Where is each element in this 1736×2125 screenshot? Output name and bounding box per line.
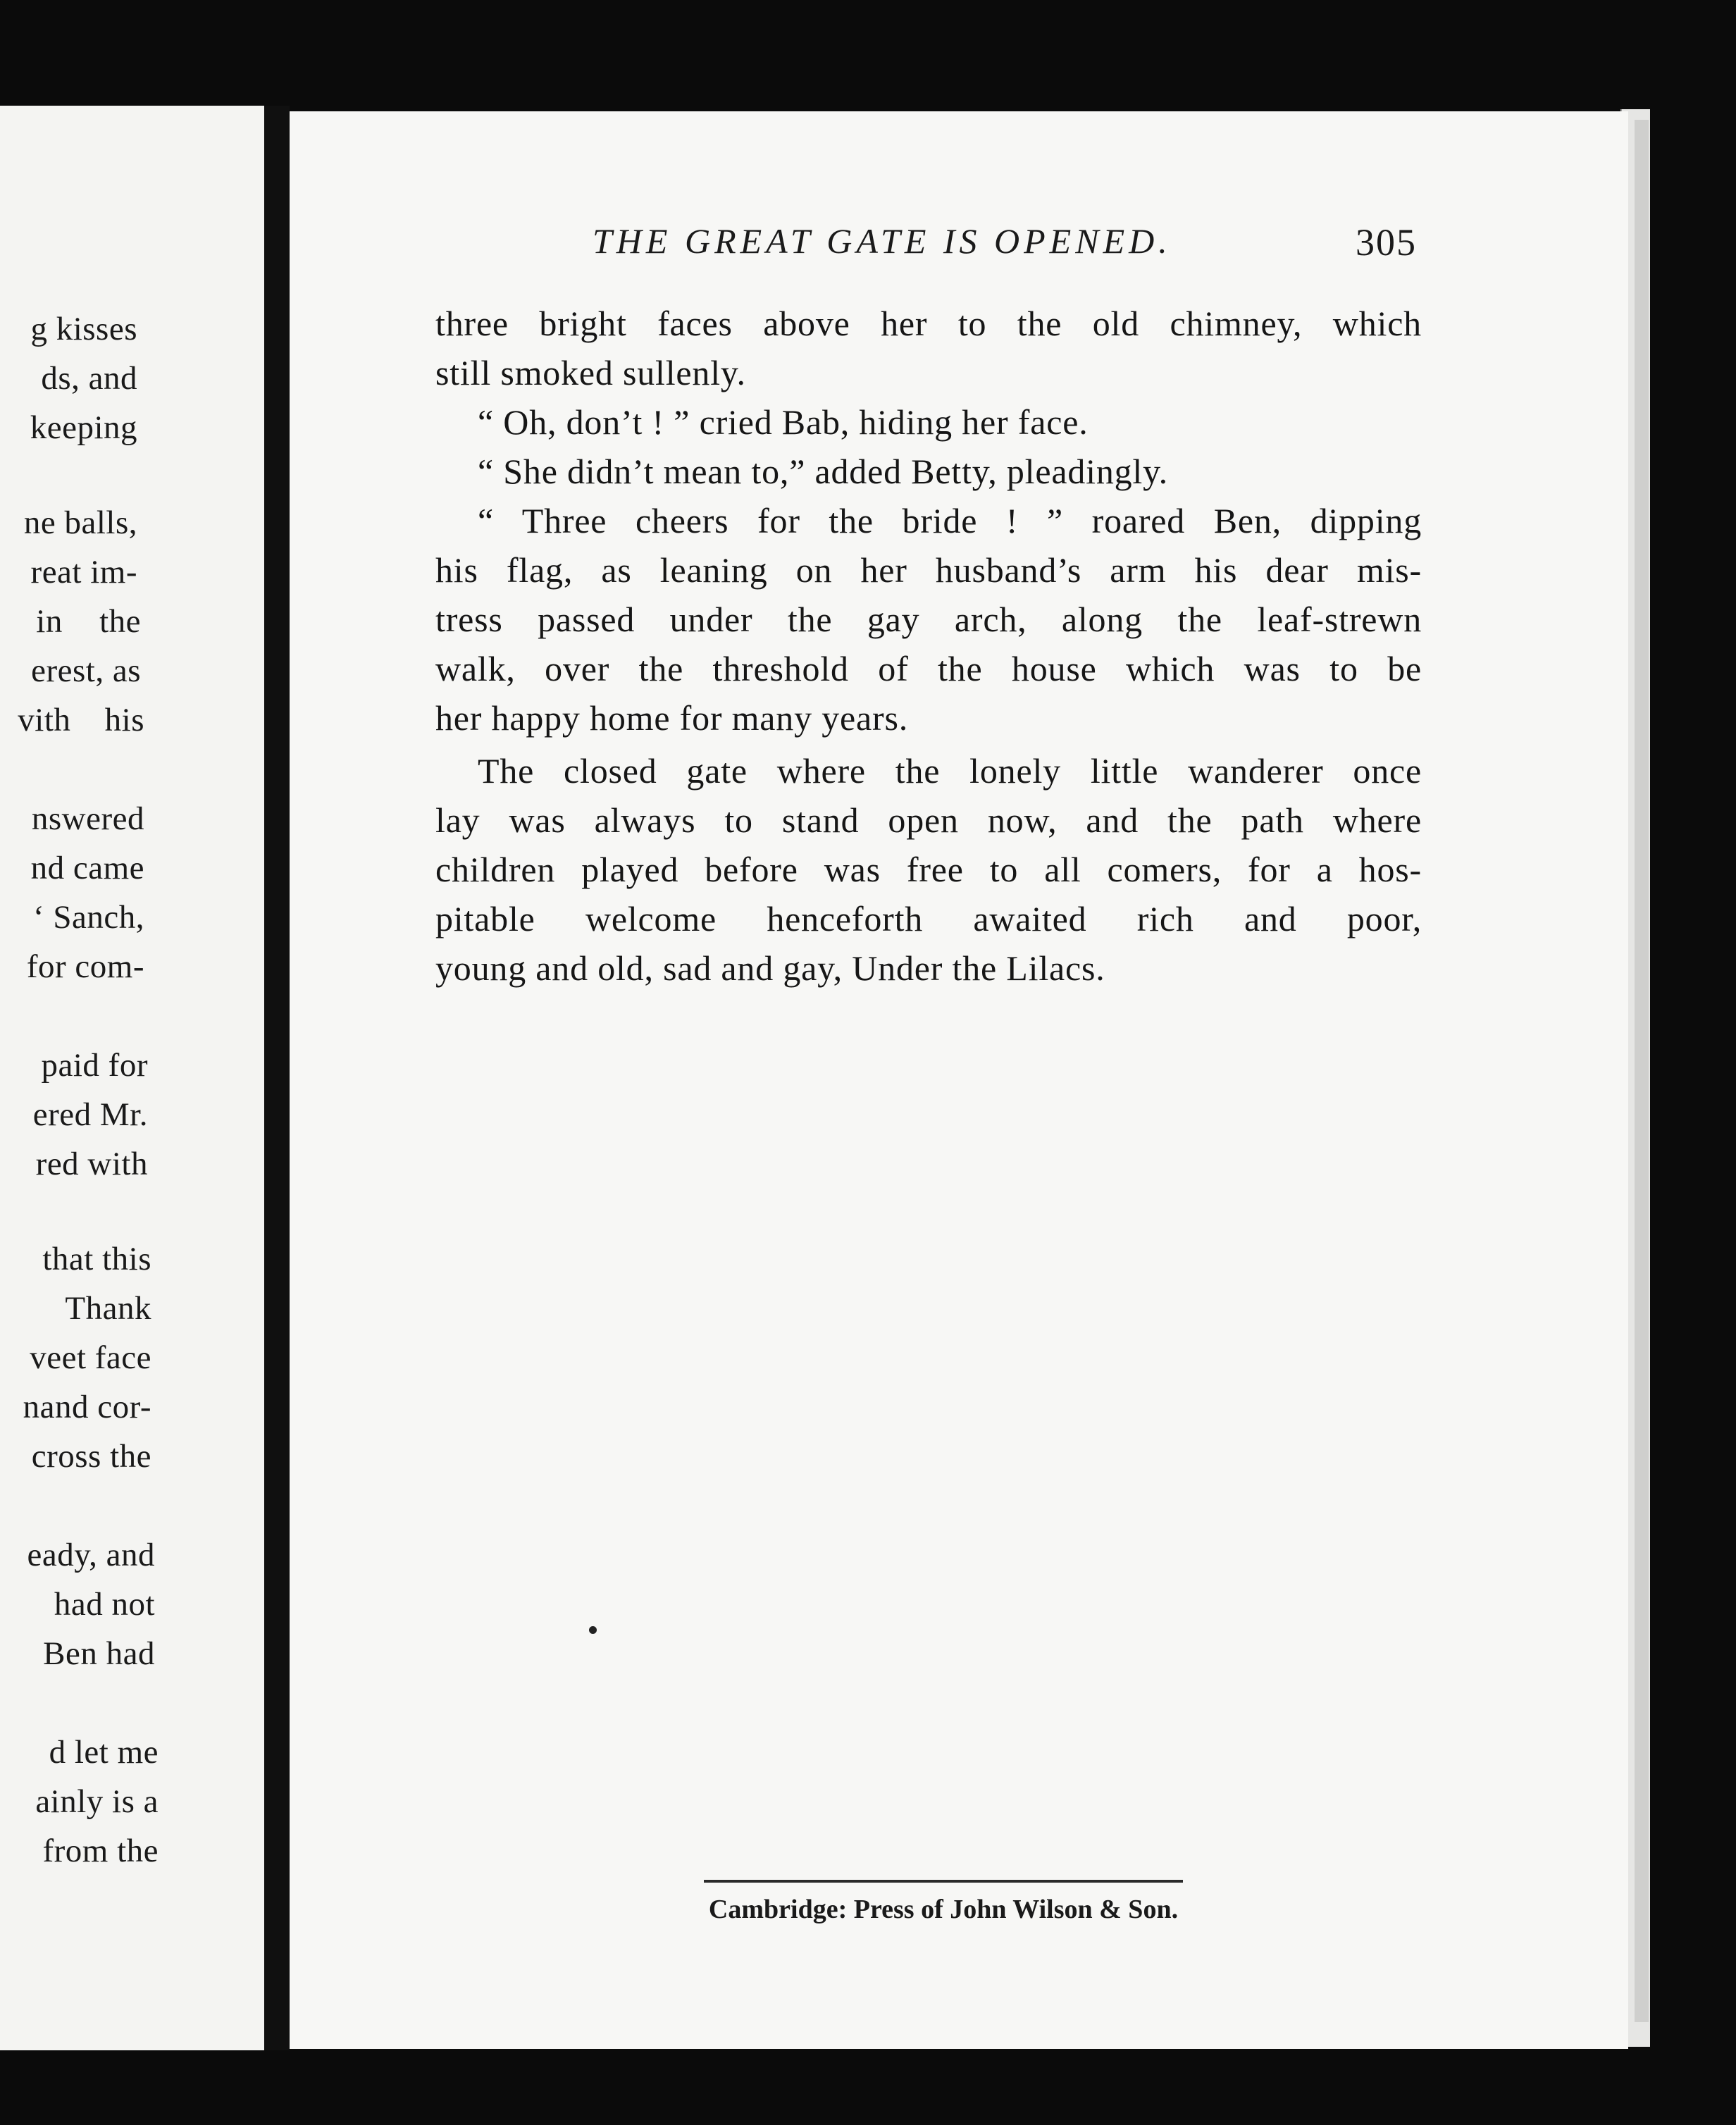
left-page-line: paid for — [41, 1047, 148, 1084]
body-line: children played before was free to all comers, for a hos- — [435, 850, 1422, 889]
left-page-line: Thank — [65, 1290, 151, 1327]
body-line: The closed gate where the lonely little wanderer once — [478, 751, 1422, 791]
left-page-line: Ben had — [43, 1635, 155, 1672]
left-page-line: g kisses — [30, 311, 137, 347]
footer-rule — [704, 1880, 1183, 1883]
left-page-line: red with — [35, 1146, 148, 1182]
main-page — [290, 111, 1628, 2049]
body-line: lay was always to stand open now, and the path where — [435, 800, 1422, 840]
body-line: pitable welcome henceforth awaited rich and poor, — [435, 899, 1422, 938]
body-line: his flag, as leaning on her husband’s arm his dear mis- — [435, 550, 1422, 590]
left-page-line: that this — [42, 1241, 151, 1277]
left-page-line: for com- — [26, 948, 144, 985]
book-gutter — [264, 106, 290, 2050]
page-number: 305 — [1356, 221, 1417, 264]
body-line: “ Oh, don’t ! ” cried Bab, hiding her face. — [478, 402, 1089, 442]
left-page-line: eady, and — [27, 1537, 155, 1573]
left-page-line: reat im- — [30, 554, 137, 590]
body-line: tress passed under the gay arch, along the leaf-strewn — [435, 600, 1422, 639]
left-page-line: ‘ Sanch, — [32, 899, 144, 936]
left-page-line: erest, as — [31, 652, 141, 689]
body-line: “ Three cheers for the bride ! ” roared Ben, dipping — [478, 501, 1422, 540]
left-page-line: ne balls, — [23, 504, 137, 541]
body-line: still smoked sullenly. — [435, 353, 746, 392]
left-page-line: keeping — [30, 409, 137, 446]
left-page-line: had not — [54, 1586, 155, 1623]
left-page-line: cross the — [31, 1438, 151, 1475]
left-page-line: ainly is a — [35, 1783, 159, 1820]
left-page-line: from the — [42, 1833, 159, 1869]
running-head — [593, 221, 1438, 270]
ink-speck — [589, 1626, 597, 1634]
body-line: her happy home for many years. — [435, 698, 908, 738]
left-page-line: ered Mr. — [32, 1096, 148, 1133]
left-page-line: vith his — [18, 702, 144, 738]
left-page-line: nd came — [30, 850, 144, 886]
page-edges-inner — [1635, 120, 1649, 2022]
running-title: THE GREAT GATE IS OPENED. — [593, 221, 1172, 261]
left-page-line: in the — [36, 603, 141, 640]
body-line: young and old, sad and gay, Under the Lilacs. — [435, 948, 1105, 988]
left-page-line: nand cor- — [23, 1389, 151, 1425]
left-page-line: nswered — [31, 800, 144, 837]
body-line: three bright faces above her to the old chimney, which — [435, 304, 1422, 343]
printer-imprint: Cambridge: Press of John Wilson & Son. — [708, 1895, 1179, 1924]
left-facing-page — [0, 106, 264, 2050]
left-page-line: d let me — [49, 1734, 159, 1771]
body-line: walk, over the threshold of the house which was to be — [435, 649, 1422, 688]
left-page-line: veet face — [30, 1339, 151, 1376]
left-page-line: ds, and — [41, 360, 137, 397]
body-line: “ She didn’t mean to,” added Betty, pleadingly. — [478, 452, 1168, 491]
